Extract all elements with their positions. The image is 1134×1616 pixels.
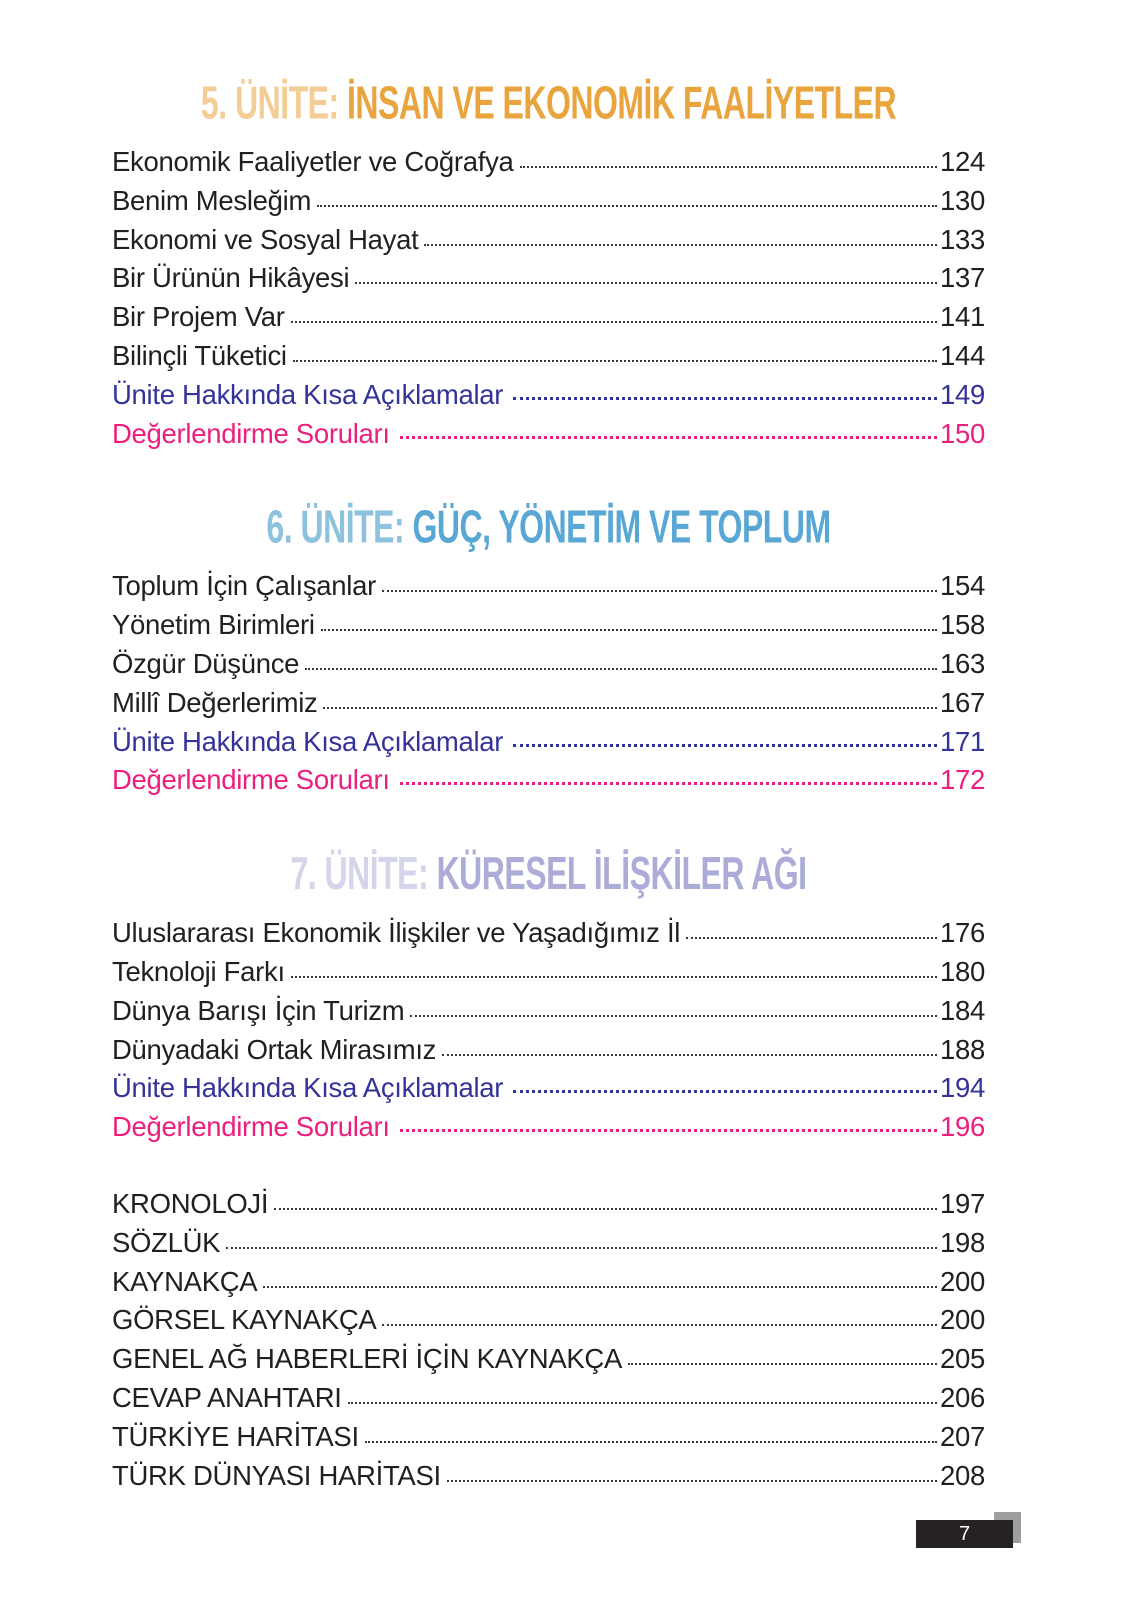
dotted-leader xyxy=(442,1054,937,1056)
dotted-leader xyxy=(513,397,937,400)
toc-entry-page: 180 xyxy=(940,955,985,987)
toc-entry-page: 207 xyxy=(940,1420,985,1452)
toc-entry-page: 206 xyxy=(940,1381,985,1413)
toc-entry xyxy=(112,956,985,995)
dotted-leader xyxy=(305,668,937,670)
dotted-leader xyxy=(291,976,937,978)
toc-entry xyxy=(112,1343,985,1382)
toc-entry xyxy=(112,1421,985,1460)
toc-entry-page: 198 xyxy=(940,1226,985,1258)
toc-entry xyxy=(112,1304,985,1343)
toc-entry-evaluation xyxy=(112,764,985,803)
toc-entry xyxy=(112,1188,985,1227)
toc-entry-label: CEVAP ANAHTARI xyxy=(112,1381,342,1413)
toc-entry-label: Toplum İçin Çalışanlar xyxy=(112,570,376,602)
toc-entry-page: 130 xyxy=(940,184,985,216)
dotted-leader xyxy=(365,1441,937,1443)
toc-entry xyxy=(112,995,985,1034)
unit5-title-text xyxy=(201,65,896,140)
toc-entry-label: Değerlendirme Soruları xyxy=(112,417,390,449)
dotted-leader xyxy=(410,1015,937,1017)
dotted-leader xyxy=(226,1247,937,1249)
toc-entry-label: Dünyadaki Ortak Mirasımız xyxy=(112,1033,437,1065)
toc-entry-label: Ünite Hakkında Kısa Açıklamalar xyxy=(112,378,504,410)
dotted-leader xyxy=(424,244,937,246)
toc-entry-page: 194 xyxy=(940,1072,985,1104)
toc-entry-page: 149 xyxy=(940,378,985,410)
footer-page-number: 7 xyxy=(916,1520,1013,1548)
toc-entry-page: 158 xyxy=(940,609,985,641)
toc-entry-label: Ünite Hakkında Kısa Açıklamalar xyxy=(112,1072,504,1104)
dotted-leader xyxy=(291,321,937,323)
dotted-leader xyxy=(382,1324,937,1326)
unit6-entries xyxy=(112,570,985,803)
toc-entry-page: 205 xyxy=(940,1343,985,1375)
toc-entry-label: Yönetim Birimleri xyxy=(112,609,315,641)
toc-entry xyxy=(112,262,985,301)
toc-entry xyxy=(112,185,985,224)
toc-entry xyxy=(112,146,985,185)
toc-entry xyxy=(112,609,985,648)
toc-entry-label: Ünite Hakkında Kısa Açıklamalar xyxy=(112,725,504,757)
toc-entry-label: TÜRKİYE HARİTASI xyxy=(112,1420,359,1452)
toc-entry-page: 184 xyxy=(940,994,985,1026)
toc-entry xyxy=(112,340,985,379)
unit7-title xyxy=(112,847,985,911)
dotted-leader xyxy=(400,782,937,785)
toc-entry xyxy=(112,1266,985,1305)
dotted-leader xyxy=(321,629,937,631)
unit5-title-prefix: 5. ÜNİTE: xyxy=(200,76,339,129)
toc-entry-label: Uluslararası Ekonomik İlişkiler ve Yaşadığımız İl xyxy=(112,917,681,949)
toc-entry-page: 196 xyxy=(940,1111,985,1143)
toc-entry xyxy=(112,570,985,609)
toc-entry xyxy=(112,687,985,726)
dotted-leader xyxy=(520,166,937,168)
toc-entry-page: 150 xyxy=(940,417,985,449)
toc-entry xyxy=(112,648,985,687)
toc-entry-label: Benim Mesleğim xyxy=(112,184,312,216)
dotted-leader xyxy=(447,1480,937,1482)
toc-entry xyxy=(112,224,985,263)
toc-entry-label: Değerlendirme Soruları xyxy=(112,1111,390,1143)
dotted-leader xyxy=(293,360,937,362)
toc-entry-label: Özgür Düşünce xyxy=(112,647,300,679)
toc-entry xyxy=(112,917,985,956)
toc-entry-label: Değerlendirme Soruları xyxy=(112,764,390,796)
dotted-leader xyxy=(686,937,937,939)
unit5-title xyxy=(112,76,985,140)
toc-entry-page: 144 xyxy=(940,339,985,371)
dotted-leader xyxy=(317,205,937,207)
toc-entry-label: KAYNAKÇA xyxy=(112,1265,258,1297)
toc-entry-page: 163 xyxy=(940,647,985,679)
unit6-title-text xyxy=(266,489,830,564)
toc-entry-label: Teknoloji Farkı xyxy=(112,955,285,987)
toc-entry-label: KRONOLOJİ xyxy=(112,1187,269,1219)
unit6-title-prefix: 6. ÜNİTE: xyxy=(266,500,405,553)
toc-entry-label: GENEL AĞ HABERLERİ İÇİN KAYNAKÇA xyxy=(112,1343,622,1375)
toc-entry-evaluation xyxy=(112,418,985,457)
toc-entry-page: 200 xyxy=(940,1304,985,1336)
unit7-title-main: KÜRESEL İLİŞKİLER AĞI xyxy=(436,847,807,900)
unit7-title-prefix: 7. ÜNİTE: xyxy=(290,847,429,900)
toc-entry-page: 200 xyxy=(940,1265,985,1297)
dotted-leader xyxy=(323,707,937,709)
unit7-title-text xyxy=(290,836,806,911)
toc-entry-label: GÖRSEL KAYNAKÇA xyxy=(112,1304,377,1336)
toc-entry-page: 197 xyxy=(940,1187,985,1219)
toc-entry-page: 124 xyxy=(940,146,985,177)
toc-entry-label: Bir Projem Var xyxy=(112,301,285,333)
toc-entry xyxy=(112,301,985,340)
dotted-leader xyxy=(400,1129,937,1132)
toc-entry-page: 137 xyxy=(940,262,985,294)
toc-entry-label: Bir Ürünün Hikâyesi xyxy=(112,262,350,294)
toc-entry-label: Dünya Barışı İçin Turizm xyxy=(112,994,405,1026)
dotted-leader xyxy=(263,1286,937,1288)
toc-entry xyxy=(112,1227,985,1266)
toc-entry-unit-notes xyxy=(112,379,985,418)
toc-entry-unit-notes xyxy=(112,1072,985,1111)
unit7-entries xyxy=(112,917,985,1150)
dotted-leader xyxy=(400,436,937,439)
toc-entry xyxy=(112,1460,985,1499)
toc-entry-unit-notes xyxy=(112,726,985,765)
toc-entry-page: 176 xyxy=(940,917,985,949)
toc-entry-label: Ekonomik Faaliyetler ve Coğrafya xyxy=(112,146,514,177)
toc-entry xyxy=(112,1034,985,1073)
toc-entry-page: 172 xyxy=(940,764,985,796)
unit6-title-main: GÜÇ, YÖNETİM VE TOPLUM xyxy=(412,500,831,553)
toc-entry-page: 208 xyxy=(940,1459,985,1491)
toc-content xyxy=(112,76,985,1498)
toc-entry-label: Ekonomi ve Sosyal Hayat xyxy=(112,223,419,255)
toc-entry-label: Bilinçli Tüketici xyxy=(112,339,287,371)
toc-entry-label: Millî Değerlerimiz xyxy=(112,686,318,718)
toc-entry-label: SÖZLÜK xyxy=(112,1226,221,1258)
toc-entry-page: 167 xyxy=(940,686,985,718)
toc-entry-page: 141 xyxy=(940,301,985,333)
toc-entry xyxy=(112,1382,985,1421)
toc-entry-page: 171 xyxy=(940,725,985,757)
unit5-entries xyxy=(112,146,985,456)
dotted-leader xyxy=(355,282,937,284)
dotted-leader xyxy=(382,590,937,592)
dotted-leader xyxy=(513,744,937,747)
dotted-leader xyxy=(513,1090,937,1093)
dotted-leader xyxy=(274,1208,937,1210)
appendix-entries xyxy=(112,1188,985,1498)
toc-entry-page: 154 xyxy=(940,570,985,602)
toc-entry-evaluation xyxy=(112,1111,985,1150)
toc-entry-page: 133 xyxy=(940,223,985,255)
unit6-title xyxy=(112,500,985,564)
unit5-title-main: İNSAN VE EKONOMİK FAALİYETLER xyxy=(347,76,897,129)
dotted-leader xyxy=(628,1363,937,1365)
toc-entry-page: 188 xyxy=(940,1033,985,1065)
toc-entry-label: TÜRK DÜNYASI HARİTASI xyxy=(112,1459,441,1491)
dotted-leader xyxy=(348,1402,937,1404)
